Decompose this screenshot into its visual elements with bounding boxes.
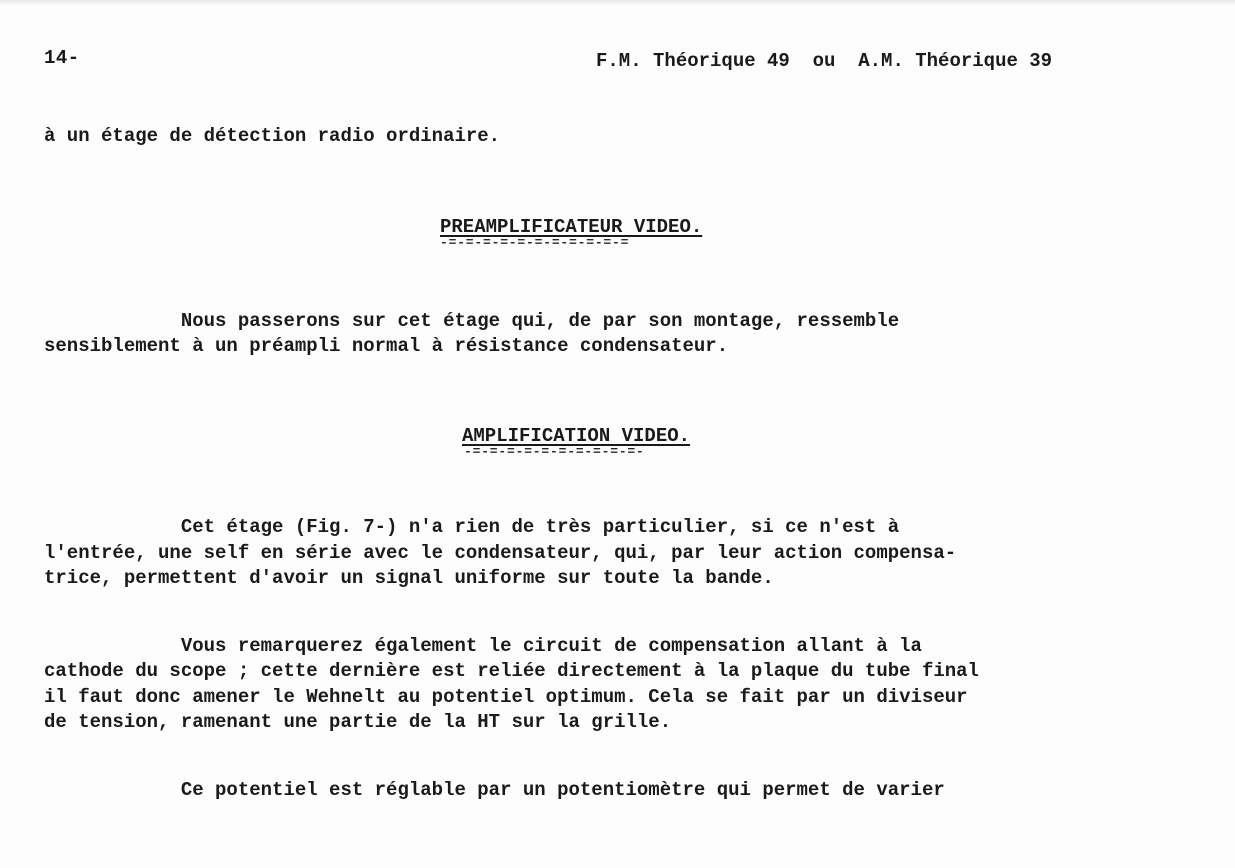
section-title-preamplificateur: PREAMPLIFICATEUR VIDEO. bbox=[440, 216, 703, 238]
paragraph-line: Vous remarquerez également le circuit de compensation allant à la bbox=[44, 635, 922, 657]
paragraph-line: Nous passerons sur cet étage qui, de par son montage, ressemble bbox=[44, 310, 900, 332]
section-rule-amplification: -=-=-=-=-=-=-=-=-=-=- bbox=[464, 444, 645, 459]
paragraph-line: sensiblement à un préampli normal à résistance condensateur. bbox=[44, 335, 729, 357]
paragraph-line: Cet étage (Fig. 7-) n'a rien de très particulier, si ce n'est à bbox=[44, 516, 900, 538]
section-rule-preamplificateur: -=-=-=-=-=-=-=-=-=-=-= bbox=[440, 235, 630, 250]
continuation-line: à un étage de détection radio ordinaire. bbox=[44, 125, 501, 147]
paragraph-line: cathode du scope ; cette dernière est reliée directement à la plaque du tube final bbox=[44, 660, 979, 682]
running-title: F.M. Théorique 49 ou A.M. Théorique 39 bbox=[596, 50, 1053, 72]
section-title-amplification: AMPLIFICATION VIDEO. bbox=[462, 425, 691, 447]
paragraph-line: trice, permettent d'avoir un signal uniforme sur toute la bande. bbox=[44, 567, 774, 589]
paragraph-line: Ce potentiel est réglable par un potentiomètre qui permet de varier bbox=[44, 779, 945, 801]
scan-edge bbox=[0, 0, 1235, 6]
paragraph-line: de tension, ramenant une partie de la HT sur la grille. bbox=[44, 711, 672, 733]
paragraph-line: il faut donc amener le Wehnelt au potentiel optimum. Cela se fait par un diviseur bbox=[44, 686, 968, 708]
paragraph-line: l'entrée, une self en série avec le condensateur, qui, par leur action compensa- bbox=[44, 542, 957, 564]
page-number: 14- bbox=[44, 47, 80, 69]
